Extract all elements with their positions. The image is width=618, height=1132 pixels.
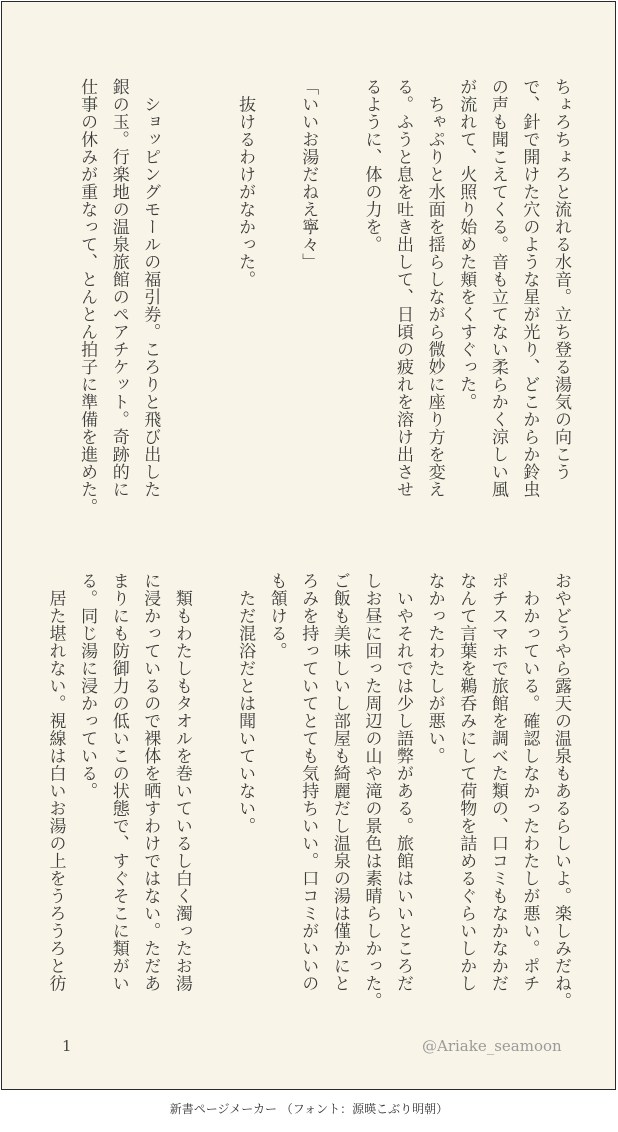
page-number: 1 [62, 1037, 72, 1055]
author-handle: @Ariake_seamoon [422, 1037, 562, 1055]
book-page [1, 1, 616, 1090]
upper-text-block: ちょろちょろと流れる水音。立ち登る湯気の向こう で、針で開けた穴のような星が光り、どこからか鈴虫 の声も聞こえてくる。音も立てない柔らかく涼しい風 が流れて、火照り始めた頬をくすぐった。 ちゃぷりと水面を揺らしながら微妙に座り方を変え る。ふうと息を吐き出して、日頃の疲れを溶け出させ るように、体の力を。 「いいお湯だねえ寧々」 抜けるわけがなかった。 ショッピングモールの福引券。ころりと飛び出した 銀の玉。行楽地の温泉旅館のペアチケット。奇跡的に 仕事の休みが重なって、とんとん拍子に準備を進めた。 [77, 78, 571, 516]
lower-text-block: おやどうやら露天の温泉もあるらしいよ。楽しみだね。 わかっている。確認しなかったわたしが悪い。ポチ ポチスマホで旅館を調べた類の、口コミもなかなかだ なんて言葉を鵜呑みにして荷物を詰めるぐらいしかし なかったわたしが悪い。 いやそれでは少し語弊がある。旅館はいいところだ しお昼に回った周辺の山や滝の景色は素晴らしかった。 ご飯も美味しいし部屋も綺麗だし温泉の湯は僅かにと ろみを持っていてとても気持ちいい。口コミがいいの も頷ける。 ただ混浴だとは聞いていない。 類もわたしもタオルを巻いているし白く濁ったお湯 に浸かっているので裸体を晒すわけではない。ただあ まりにも防御力の低いこの状態で、すぐそこに類がい る。同じ湯に浸かっている。 居た堪れない。視線は白いお湯の上をうろうろと彷 [45, 572, 571, 1010]
generator-caption: 新書ページメーカー （フォント：源暎こぶり明朝） [169, 1102, 449, 1116]
